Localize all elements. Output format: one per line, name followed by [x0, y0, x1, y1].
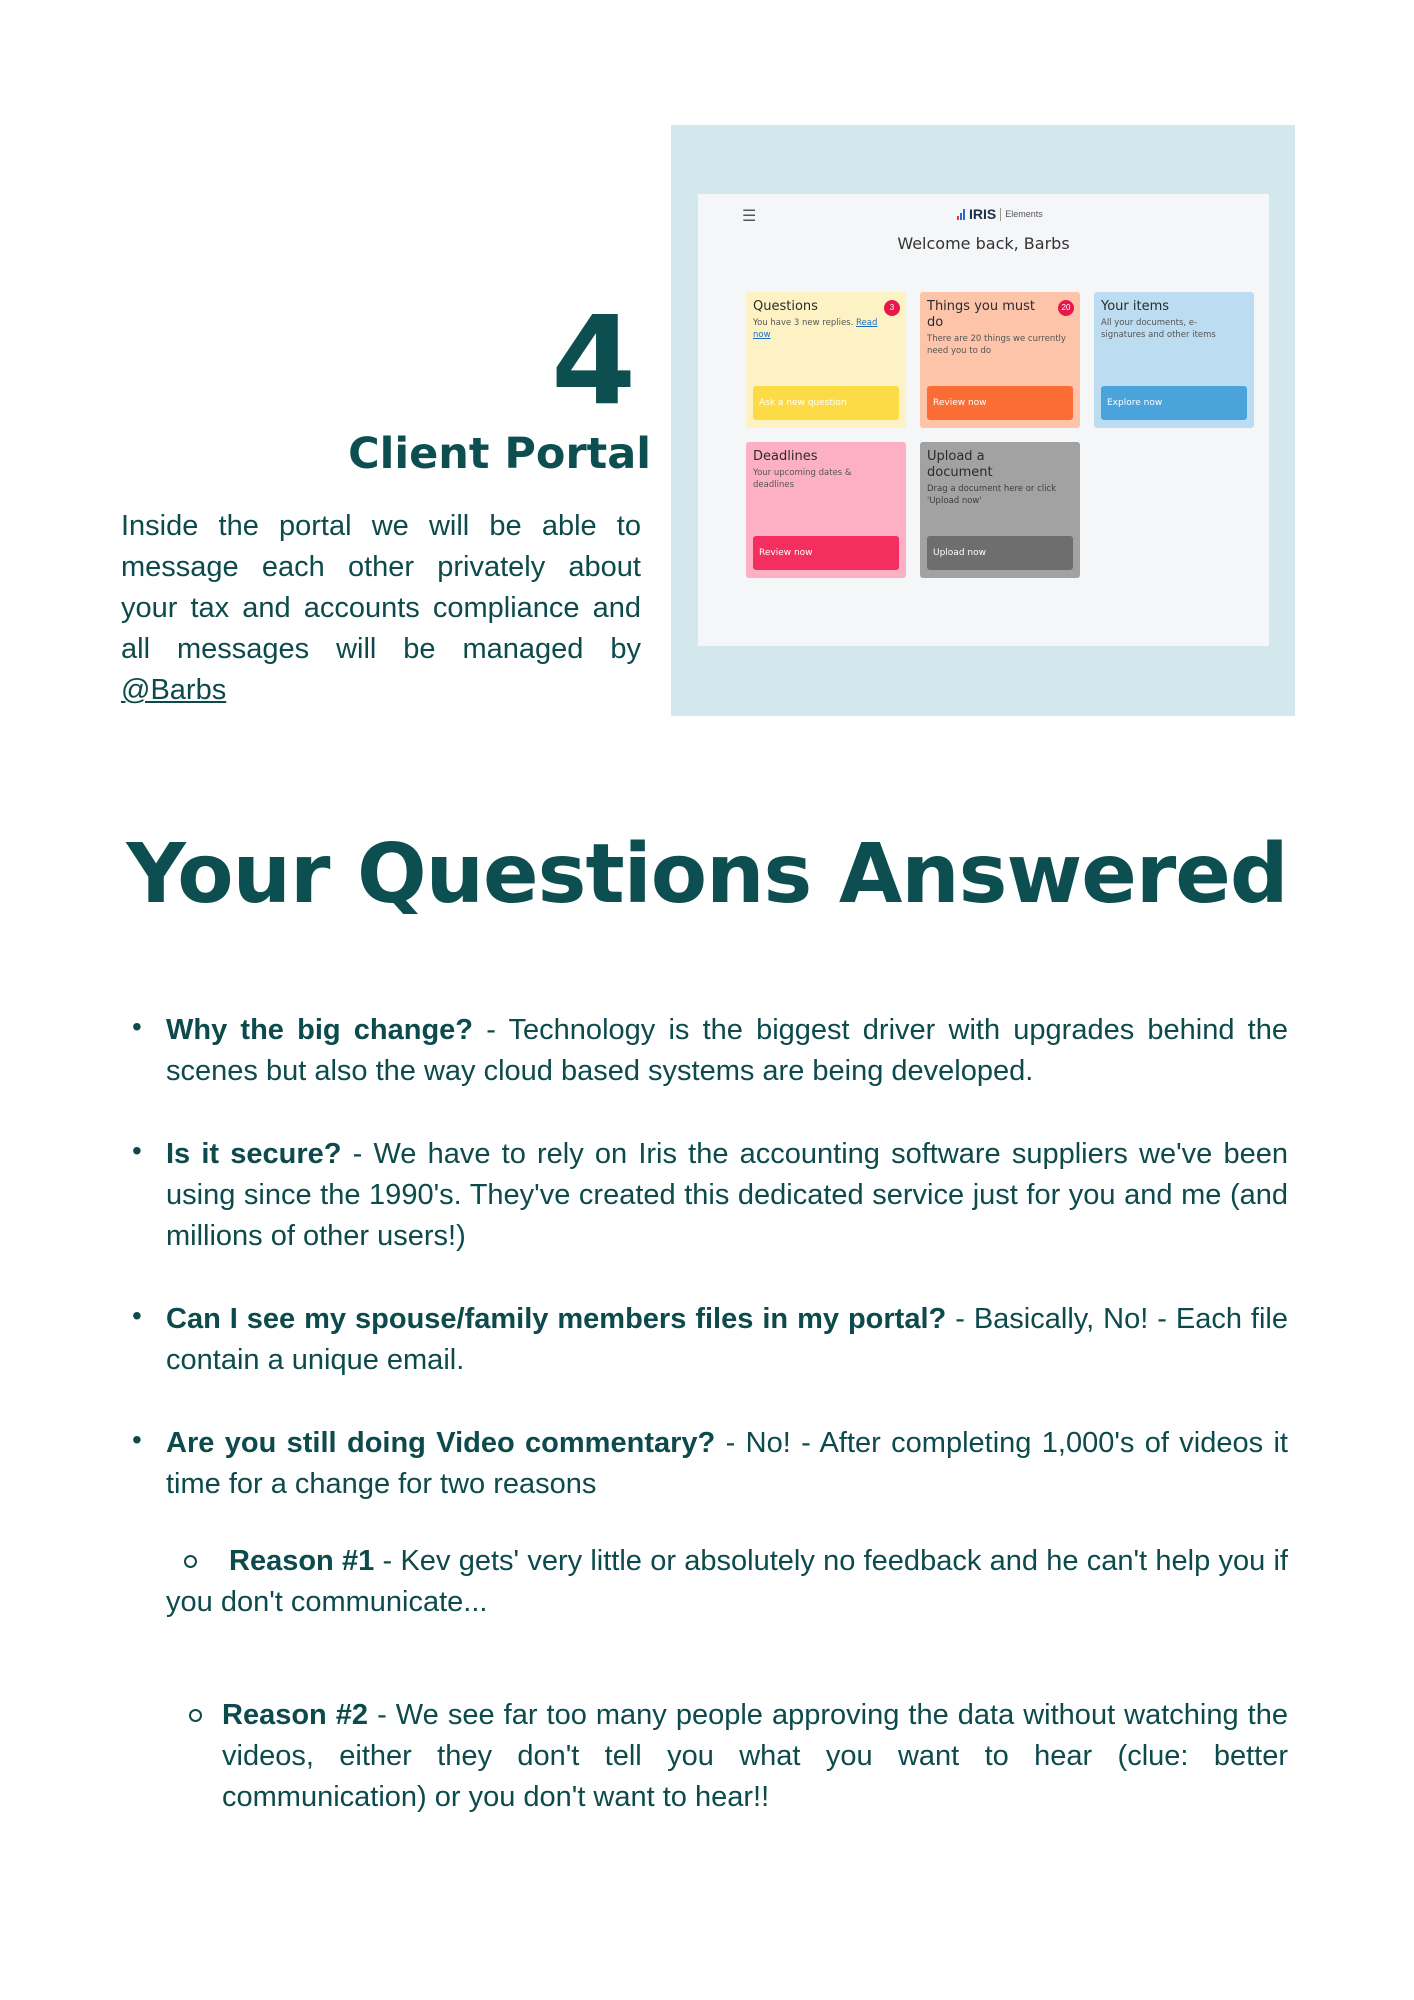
qa-item [166, 1134, 1288, 1257]
circle-bullet-icon [189, 1709, 202, 1722]
reason-item [166, 1541, 1288, 1623]
reason-text: - Kev gets' very little or absolutely no feedback and he can't help you if you don't communicate... [166, 1545, 1288, 1618]
explore-now-button[interactable]: Explore now [1101, 386, 1247, 420]
review-now-button[interactable]: Review now [927, 386, 1073, 420]
card-title: Questions [753, 299, 818, 314]
card-text: There are 20 things we currently need you to do [927, 334, 1066, 356]
brand-subtitle: Elements [1005, 209, 1043, 219]
bullet-icon: • [132, 1424, 142, 1455]
answer: - Technology is the biggest driver with upgrades behind the scenes but also the way cloud based systems are being developed. [166, 1014, 1288, 1087]
qa-heading: Your Questions Answered [126, 827, 1288, 922]
card-title: Things you must do [927, 299, 1035, 330]
brand-divider [1000, 208, 1001, 221]
card-text: All your documents, e-signatures and other items [1101, 318, 1216, 340]
question: Why the big change? [166, 1014, 474, 1046]
answer: - Basically, No! - Each file contain a unique email. [166, 1303, 1289, 1376]
answer: - No! - After completing 1,000's of videos it time for a change for two reasons [166, 1427, 1288, 1500]
qa-item [166, 1010, 1288, 1092]
card-deadlines[interactable] [746, 442, 906, 578]
section-number: 4 [551, 290, 634, 432]
portal-window [698, 194, 1269, 646]
card-badge: 20 [1058, 300, 1074, 316]
question: Are you still doing Video commentary? [166, 1427, 716, 1459]
answer: - We have to rely on Iris the accounting software suppliers we've been using since the 1990's. They've created this dedicated service just for you and me (and millions of other users!) [166, 1138, 1288, 1252]
reason-item [222, 1695, 1288, 1818]
card-title: Your items [1101, 299, 1170, 314]
hamburger-menu-icon[interactable]: ☰ [742, 208, 757, 225]
upload-now-button[interactable]: Upload now [927, 536, 1073, 570]
qa-item [166, 1423, 1288, 1505]
card-questions[interactable] [746, 292, 906, 428]
card-text: You have 3 new replies. Read now [753, 318, 878, 340]
card-things-to-do[interactable] [920, 292, 1080, 428]
card-badge: 3 [884, 300, 900, 316]
brand-name: IRIS [969, 206, 997, 222]
card-upload-document[interactable] [920, 442, 1080, 578]
card-text: Drag a document here or click 'Upload now' [927, 484, 1057, 506]
mention-link[interactable]: @Barbs [121, 674, 227, 706]
bullet-icon: • [132, 1011, 142, 1042]
ask-question-button[interactable]: Ask a new question [753, 386, 899, 420]
review-deadlines-button[interactable]: Review now [753, 536, 899, 570]
reason-label: Reason #2 [222, 1699, 369, 1731]
bullet-icon: • [132, 1135, 142, 1166]
intro-text: Inside the portal we will be able to message each other privately about your tax and accounts compliance and all messages will be managed by [121, 510, 641, 665]
card-title: Deadlines [753, 449, 818, 464]
card-text: Your upcoming dates & deadlines [753, 468, 852, 490]
card-title: Upload a document [927, 449, 993, 480]
bar-chart-icon [957, 209, 965, 220]
portal-screenshot [671, 125, 1295, 716]
card-your-items[interactable] [1094, 292, 1254, 428]
read-now-link[interactable]: Read now [753, 318, 878, 340]
brand-logo [957, 206, 1043, 222]
reason-text: - We see far too many people approving the data without watching the videos, either they don't tell you what you want to hear (clue: better communication) or you don't want to hear!! [222, 1699, 1288, 1813]
bullet-icon: • [132, 1300, 142, 1331]
intro-paragraph [121, 506, 641, 711]
qa-item [166, 1299, 1288, 1381]
welcome-heading: Welcome back, Barbs [897, 234, 1070, 253]
question: Is it secure? [166, 1138, 342, 1170]
reason-label: Reason #1 [229, 1545, 375, 1577]
section-title: Client Portal [348, 429, 651, 479]
question: Can I see my spouse/family members files in my portal? [166, 1303, 947, 1335]
